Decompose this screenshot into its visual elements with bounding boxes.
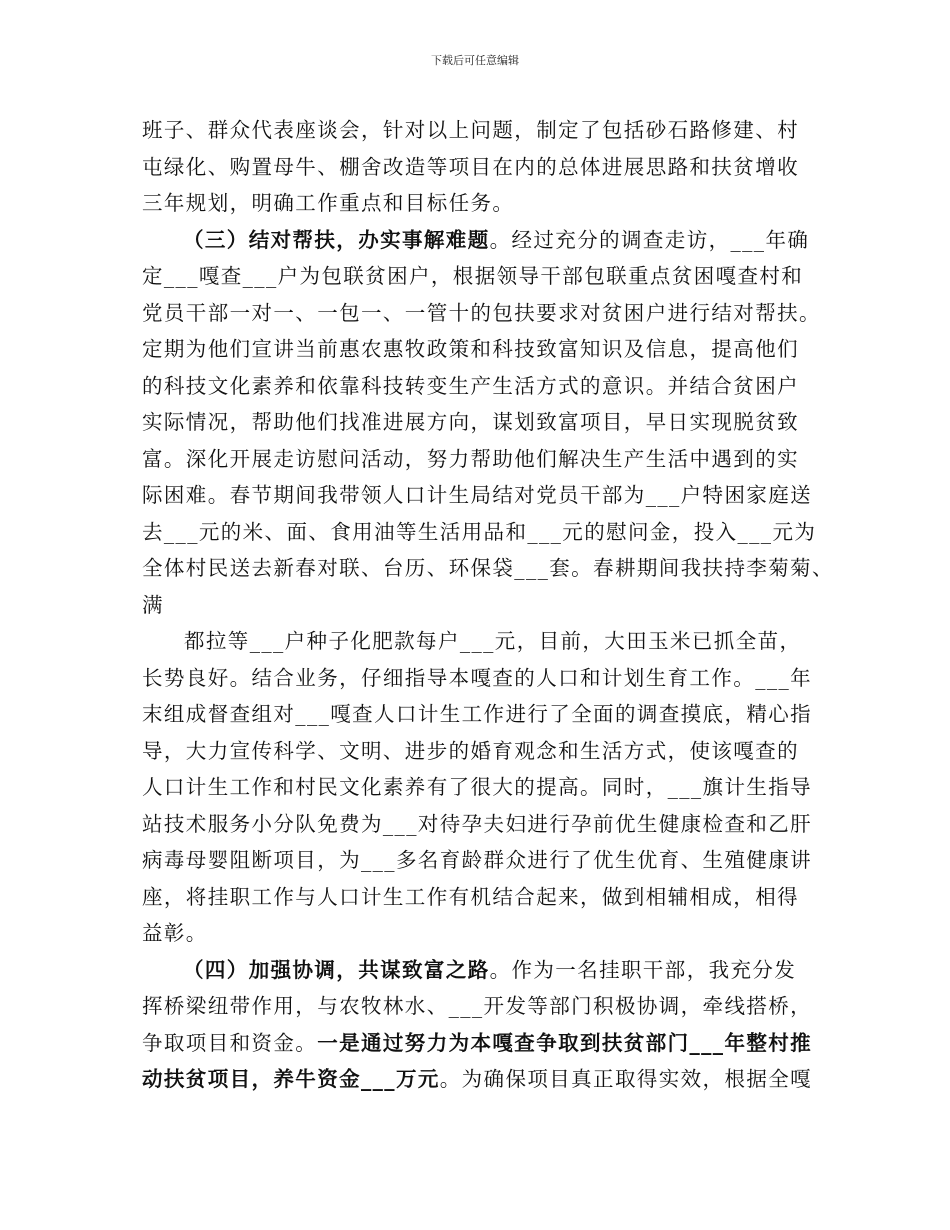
text-line: 导，大力宣传科学、文明、进步的婚育观念和生活方式，使该嘎查的 — [142, 738, 799, 763]
text-segment: 争取项目和资金。 — [142, 1030, 318, 1055]
section-three-heading: （三）结对帮扶，办实事解难题 — [183, 227, 490, 252]
text-line: 座，将挂职工作与人口计生工作有机结合起来，做到相辅相成，相得 — [142, 884, 799, 909]
section-four-heading: （四）加强协调，共谋致富之路 — [183, 957, 490, 982]
text-line: 班子、群众代表座谈会，针对以上问题，制定了包括砂石路修建、村 — [142, 118, 799, 142]
text-line: 病毒母婴阻断项目，为___多名育龄群众进行了优生优育、生殖健康讲 — [142, 848, 813, 872]
text-line: 党员干部一对一、一包一、一管十的包扶要求对贫困户进行结对帮扶。 — [142, 300, 821, 325]
text-line: 益彰。 — [142, 921, 208, 945]
text-line: 屯绿化、购置母牛、棚舍改造等项目在内的总体进展思路和扶贫增收 — [142, 154, 799, 179]
text-line: 去___元的米、面、食用油等生活用品和___元的慰问金，投入___元为 — [142, 519, 817, 544]
section-three-text: 。经过充分的调查走访，___年确 — [489, 227, 810, 252]
section-three-heading-line — [142, 222, 832, 259]
text-line: 长势良好。结合业务，仔细指导本嘎查的人口和计划生育工作。___年 — [142, 665, 813, 690]
bold-segment: 动扶贫项目，养牛资金___万元 — [142, 1067, 440, 1091]
text-line: 际困难。春节期间我带领人口计生局结对党员干部为___户特困家庭送 — [142, 483, 813, 507]
text-line: 都拉等___户种子化肥款每户___元，目前，大田玉米已抓全苗， — [184, 629, 802, 653]
text-line: 人口计生工作和村民文化素养有了很大的提高。同时，___旗计生指导 — [142, 775, 813, 799]
text-segment: 。为确保项目真正取得实效，根据全嘎 — [439, 1067, 813, 1091]
text-line-mixed — [142, 1061, 832, 1098]
page-header-note: 下载后可任意编辑 — [431, 54, 519, 67]
section-four-heading-line — [142, 952, 832, 989]
text-line: 末组成督查组对___嘎查人口计生工作进行了全面的调查摸底，精心指 — [142, 702, 813, 726]
text-line: 实际情况，帮助他们找准进展方向，谋划致富项目，早日实现脱贫致 — [142, 410, 799, 434]
text-line: 定期为他们宣讲当前惠农惠牧政策和科技致富知识及信息，提高他们 — [142, 337, 799, 361]
text-line: 富。深化开展走访慰问活动，努力帮助他们解决生产生活中遇到的实 — [142, 446, 799, 471]
text-line: 定___嘎查___户为包联贫困户，根据领导干部包联重点贫困嘎查村和 — [142, 264, 804, 288]
text-line: 的科技文化素养和依靠科技转变生产生活方式的意识。并结合贫困户 — [142, 373, 799, 398]
text-line: 站技术服务小分队免费为___对待孕夫妇进行孕前优生健康检查和乙肝 — [142, 811, 813, 836]
text-line: 满 — [142, 592, 164, 617]
text-line-mixed — [142, 1025, 832, 1062]
document-body — [142, 112, 832, 1098]
text-line: 三年规划，明确工作重点和目标任务。 — [142, 191, 515, 215]
section-four-text: 。作为一名挂职干部，我充分发 — [489, 957, 797, 982]
text-line: 挥桥梁纽带作用，与农牧林水、___开发等部门积极协调，牵线搭桥， — [142, 994, 813, 1018]
text-line: 全体村民送去新春对联、台历、环保袋___套。春耕期间我扶持李菊菊、 — [142, 556, 834, 580]
bold-segment: 一是通过努力为本嘎查争取到扶贫部门___年整村推 — [317, 1030, 813, 1055]
